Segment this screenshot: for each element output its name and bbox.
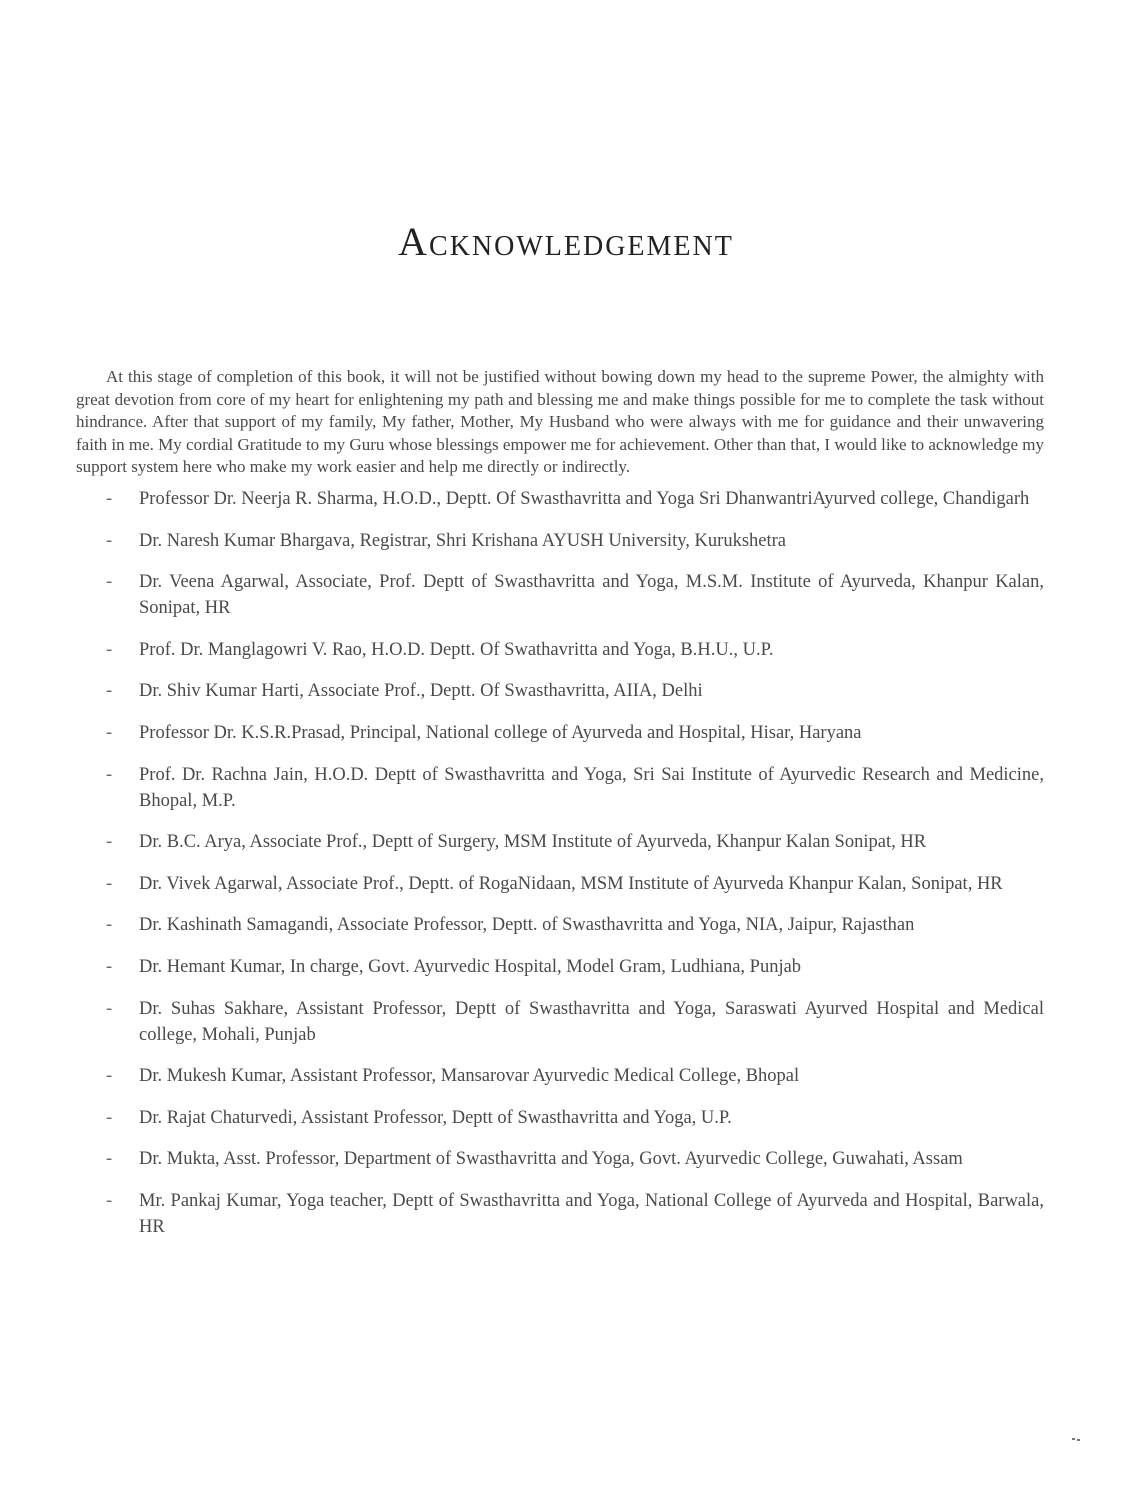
- list-item: [100, 1105, 1044, 1131]
- page-mark: [1072, 1438, 1082, 1442]
- list-item-text: Dr. Veena Agarwal, Associate, Prof. Deptt of Swasthavritta and Yoga, M.S.M. Institute of Ayurveda, Khanpur Kalan, Sonipat, HR: [139, 572, 1044, 619]
- list-item-text: Dr. B.C. Arya, Associate Prof., Deptt of Surgery, MSM Institute of Ayurveda, Khanpur Kalan Sonipat, HR: [139, 832, 927, 853]
- acknowledgement-list: [100, 486, 1044, 1256]
- list-item-text: Prof. Dr. Rachna Jain, H.O.D. Deptt of Swasthavritta and Yoga, Sri Sai Institute of Ayurvedic Research and Medicine, Bhopal, M.P.: [139, 764, 1044, 811]
- list-bullet: -: [106, 530, 113, 551]
- list-item: [100, 954, 1044, 980]
- list-item: [100, 486, 1044, 512]
- list-item-text: Prof. Dr. Manglagowri V. Rao, H.O.D. Deptt. Of Swathavritta and Yoga, B.H.U., U.P.: [139, 639, 774, 660]
- list-item: [100, 912, 1044, 938]
- list-item-text: Dr. Vivek Agarwal, Associate Prof., Deptt. of RogaNidaan, MSM Institute of Ayurveda Khanpur Kalan, Sonipat, HR: [139, 873, 1003, 894]
- list-bullet: -: [106, 489, 113, 509]
- list-bullet: -: [106, 681, 113, 702]
- list-bullet: -: [106, 998, 113, 1019]
- list-bullet: -: [106, 1190, 113, 1211]
- list-item-text: Dr. Kashinath Samagandi, Associate Professor, Deptt. of Swasthavritta and Yoga, NIA, Jaipur, Rajasthan: [139, 915, 915, 936]
- list-item-text: Dr. Rajat Chaturvedi, Assistant Professor, Deptt of Swasthavritta and Yoga, U.P.: [139, 1107, 732, 1128]
- list-bullet: -: [106, 873, 113, 894]
- list-item: [100, 678, 1044, 704]
- list-item-text: Professor Dr. Neerja R. Sharma, H.O.D., Deptt. Of Swasthavritta and Yoga Sri DhanwantriAyurved college, Chandigarh: [139, 489, 1030, 509]
- list-bullet: -: [106, 722, 113, 743]
- list-bullet: -: [106, 572, 113, 593]
- list-item: [100, 829, 1044, 855]
- page-title: Acknowledgement: [398, 219, 734, 264]
- list-item: [100, 1188, 1044, 1240]
- list-bullet: -: [106, 1107, 113, 1128]
- list-item-text: Dr. Mukta, Asst. Professor, Department of Swasthavritta and Yoga, Govt. Ayurvedic College, Guwahati, Assam: [139, 1149, 963, 1170]
- list-item: [100, 720, 1044, 746]
- list-item: [100, 569, 1044, 621]
- list-bullet: -: [106, 764, 113, 785]
- list-bullet: -: [106, 1149, 113, 1170]
- list-bullet: -: [106, 1066, 113, 1087]
- list-item: [100, 871, 1044, 897]
- list-item-text: Dr. Hemant Kumar, In charge, Govt. Ayurvedic Hospital, Model Gram, Ludhiana, Punjab: [139, 956, 802, 977]
- list-item: [100, 1063, 1044, 1089]
- list-item: [100, 996, 1044, 1048]
- list-item-text: Dr. Mukesh Kumar, Assistant Professor, Mansarovar Ayurvedic Medical College, Bhopal: [139, 1066, 800, 1087]
- list-bullet: -: [106, 915, 113, 936]
- list-item: [100, 762, 1044, 814]
- intro-paragraph: At this stage of completion of this book, it will not be justified without bowing down my head to the supreme Power, the almighty with great devotion from core of my heart for enlightening my path and blessing me and make things possible for me to complete the task without hindrance. After that support of my family, My father, Mother, My Husband who were always with me for guidance and their unwavering faith in me. My cordial Gratitude to my Guru whose blessings empower me for achievement. Other than that, I would like to acknowledge my support system here who make my work easier and help me directly or indirectly.: [76, 367, 1044, 476]
- list-bullet: -: [106, 956, 113, 977]
- list-bullet: -: [106, 832, 113, 853]
- list-bullet: -: [106, 639, 113, 660]
- list-item-text: Mr. Pankaj Kumar, Yoga teacher, Deptt of Swasthavritta and Yoga, National College of Ayurveda and Hospital, Barwala, HR: [139, 1190, 1044, 1237]
- list-item-text: Dr. Naresh Kumar Bhargava, Registrar, Shri Krishana AYUSH University, Kurukshetra: [139, 530, 786, 551]
- list-item: [100, 528, 1044, 554]
- list-item-text: Professor Dr. K.S.R.Prasad, Principal, National college of Ayurveda and Hospital, Hisar, Haryana: [139, 722, 862, 743]
- list-item-text: Dr. Suhas Sakhare, Assistant Professor, Deptt of Swasthavritta and Yoga, Saraswati Ayurved Hospital and Medical college, Mohali, Punjab: [139, 998, 1044, 1045]
- list-item: [100, 637, 1044, 663]
- list-item-text: Dr. Shiv Kumar Harti, Associate Prof., Deptt. Of Swasthavritta, AIIA, Delhi: [139, 681, 703, 702]
- list-item: [100, 1146, 1044, 1172]
